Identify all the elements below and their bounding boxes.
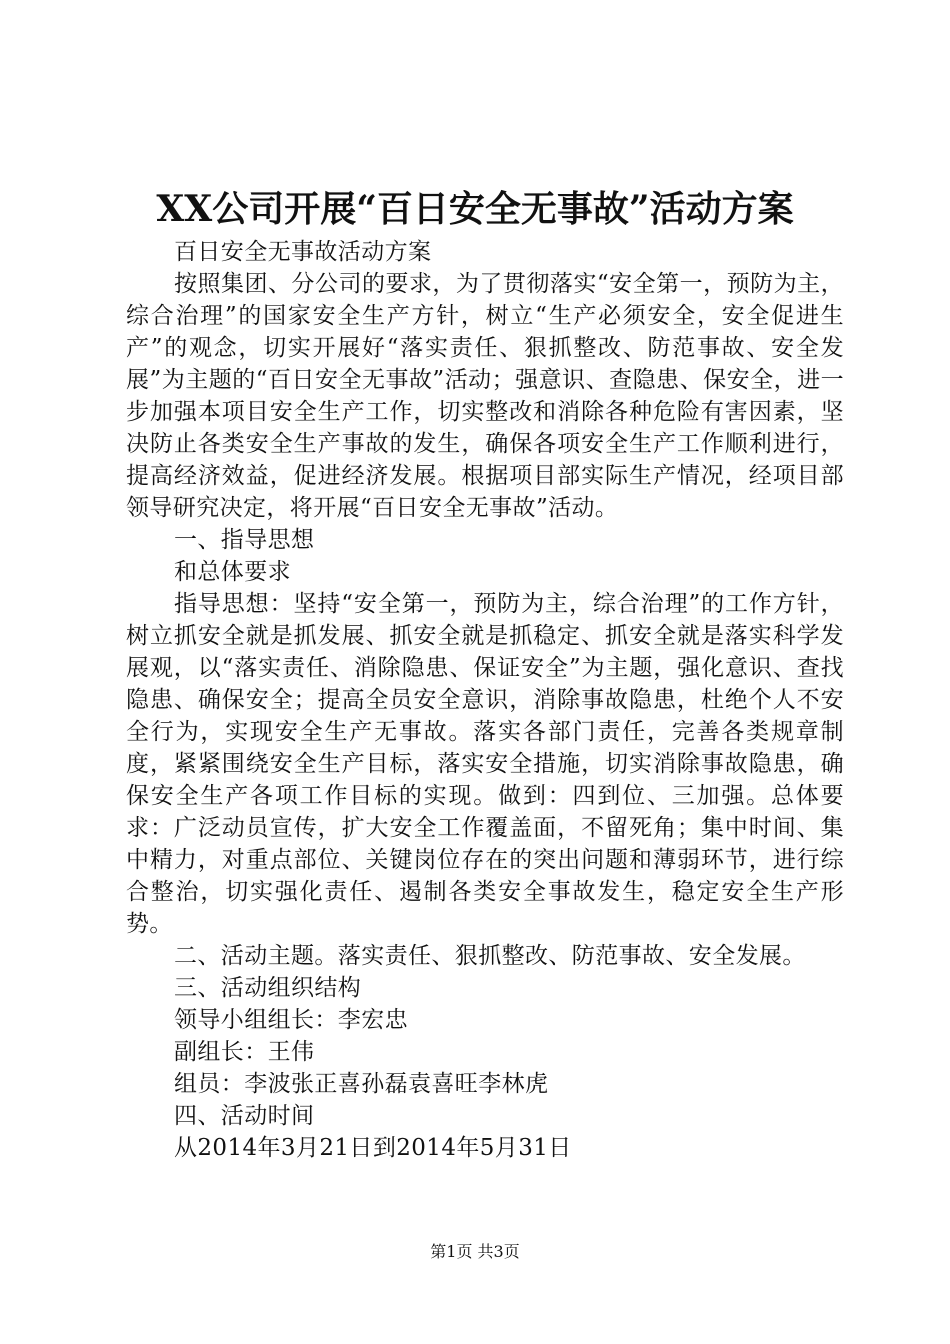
section-heading-organization: 三、活动组织结构 <box>174 975 362 1001</box>
paragraph-team-leader: 领导小组组长：李宏忠 <box>174 1007 408 1033</box>
section-heading-overall-requirements: 和总体要求 <box>174 559 291 585</box>
section-heading-activity-time: 四、活动时间 <box>174 1103 315 1129</box>
paragraph-guiding-thought: 指导思想：坚持“安全第一，预防为主，综合治理”的工作方针，树立抓安全就是抓发展、抓安全就是抓稳定、抓安全就是落实科学发展观，以“落实责任、消除隐患、保证安全”为主题，强化意识、查找隐患、确保安全；提高全员安全意识，消除事故隐患，杜绝个人不安全行为，实现安全生产无事故。落实各部门责任，完善各类规章制度，紧紧围绕安全生产目标，落实安全措施，切实消除事故隐患，确保安全生产各项工作目标的实现。做到：四到位、三加强。总体要求：广泛动员宣传，扩大安全工作覆盖面，不留死角；集中时间、集中精力，对重点部位、关键岗位存在的突出问题和薄弱环节，进行综合整治，切实强化责任、遏制各类安全事故发生，稳定安全生产形势。 <box>126 591 844 937</box>
page-number-footer: 第1页 共3页 <box>430 1242 520 1261</box>
document-title: XX公司开展“百日安全无事故”活动方案 <box>156 188 794 230</box>
paragraph-intro: 按照集团、分公司的要求，为了贯彻落实“安全第一，预防为主，综合治理”的国家安全生产方针，树立“生产必须安全，安全促进生产”的观念，切实开展好“落实责任、狠抓整改、防范事故、安全发展”为主题的“百日安全无事故”活动；强意识、查隐患、保安全，进一步加强本项目安全生产工作，切实整改和消除各种危险有害因素，坚决防止各类安全生产事故的发生，确保各项安全生产工作顺利进行，提高经济效益，促进经济发展。根据项目部实际生产情况，经项目部领导研究决定，将开展“百日安全无事故”活动。 <box>126 271 844 521</box>
paragraph-subtitle: 百日安全无事故活动方案 <box>174 239 432 265</box>
paragraph-deputy-leader: 副组长：王伟 <box>174 1039 315 1065</box>
section-heading-guiding-thought: 一、指导思想 <box>174 527 315 553</box>
paragraph-activity-theme: 二、活动主题。落实责任、狠抓整改、防范事故、安全发展。 <box>174 943 806 969</box>
document-body <box>126 236 844 1164</box>
paragraph-members: 组员：李波张正喜孙磊袁喜旺李林虎 <box>174 1071 549 1097</box>
paragraph-activity-dates: 从2014年3月21日到2014年5月31日 <box>174 1135 572 1161</box>
